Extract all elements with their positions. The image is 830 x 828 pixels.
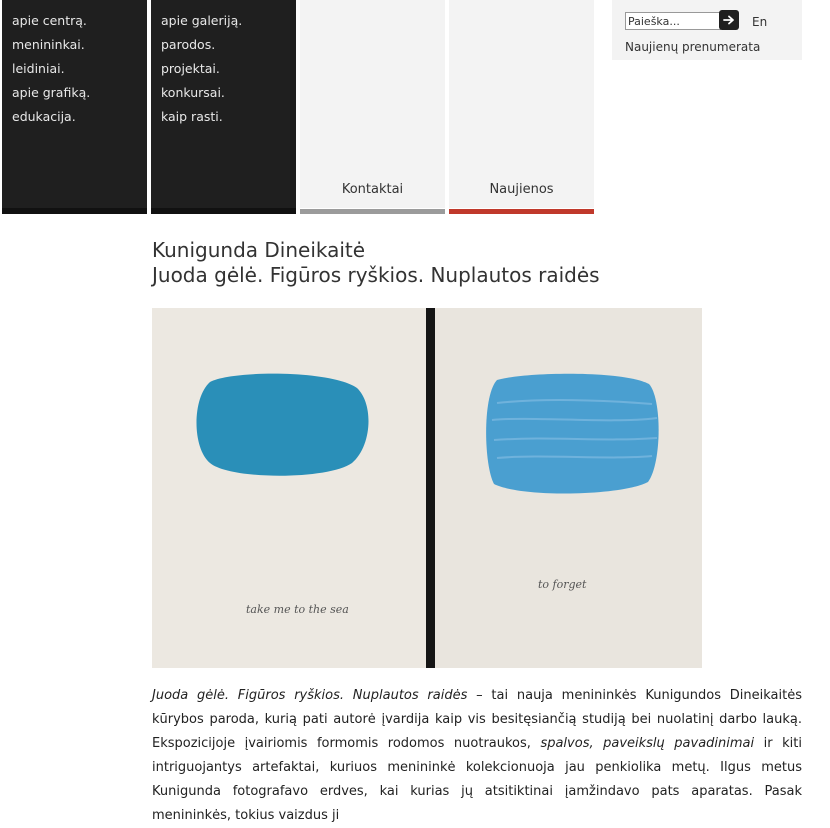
nav-item-directions[interactable]: kaip rasti. xyxy=(161,109,223,124)
article-header xyxy=(152,238,802,288)
right-handwritten-caption: to forget xyxy=(538,578,587,591)
body-italic-title: Juoda gėlė. Figūros ryškios. Nuplautos raidės xyxy=(152,688,468,703)
body-italic-phrase: spalvos, paveikslų pavadinimai xyxy=(540,736,755,751)
tab-news[interactable] xyxy=(449,0,594,208)
tab-contacts-label[interactable]: Kontaktai xyxy=(341,182,404,197)
body-text-2: ir kiti intriguojantys artefaktai, kuriuos menininkė kolekcionuoja jau penkiolika metų. Ilgus metus Kunigunda fotografavo erdves, kai kurias jų atsitiktinai įamžindavo pats aparatas. Pasak menininkės, tokius vaizdus ji xyxy=(152,736,802,823)
tab-news-active-bar xyxy=(449,209,594,214)
artwork-image xyxy=(152,308,702,668)
search-submit-button[interactable] xyxy=(719,10,739,30)
arrow-right-icon xyxy=(723,14,735,26)
nav-item-artists[interactable]: menininkai. xyxy=(12,37,85,52)
artwork-illustration xyxy=(152,308,702,668)
artist-name: Kunigunda Dineikaitė xyxy=(152,238,366,262)
tab-contacts[interactable] xyxy=(300,0,445,208)
frame-divider xyxy=(426,308,435,668)
article-body xyxy=(152,684,802,828)
tab-contacts-bar xyxy=(300,209,445,214)
nav-item-about-gallery[interactable]: apie galeriją. xyxy=(161,13,243,28)
nav-item-education[interactable]: edukacija. xyxy=(12,109,76,124)
nav-column-about xyxy=(2,0,147,214)
blue-shape-right xyxy=(486,374,659,494)
blue-shape-left xyxy=(197,374,369,476)
nav-item-publications[interactable]: leidiniai. xyxy=(12,61,65,76)
nav-column-gallery xyxy=(151,0,296,214)
nav-item-competitions[interactable]: konkursai. xyxy=(161,85,225,100)
exhibition-title: Juoda gėlė. Figūros ryškios. Nuplautos raidės xyxy=(152,263,600,287)
nav-item-projects[interactable]: projektai. xyxy=(161,61,220,76)
language-switch-link[interactable]: En xyxy=(752,15,768,29)
nav-item-about-graphics[interactable]: apie grafiką. xyxy=(12,85,91,100)
newsletter-link[interactable]: Naujienų prenumerata xyxy=(625,40,761,54)
body-text-1: – tai nauja menininkės Kunigundos Dineikaitės kūrybos paroda, kurią pati autorė įvardija kaip vis besitęsiančią studiją bei nuolatinį darbo lauką. Ekspozicijoje įvairiomis formomis rodomos nuotraukos, xyxy=(152,688,802,751)
nav-item-about-center[interactable]: apie centrą. xyxy=(12,13,87,28)
search-input[interactable] xyxy=(625,12,721,30)
nav-item-exhibitions[interactable]: parodos. xyxy=(161,37,216,52)
tab-news-label[interactable]: Naujienos xyxy=(489,182,554,197)
left-handwritten-caption: take me to the sea xyxy=(246,603,349,616)
search-panel xyxy=(612,0,802,60)
